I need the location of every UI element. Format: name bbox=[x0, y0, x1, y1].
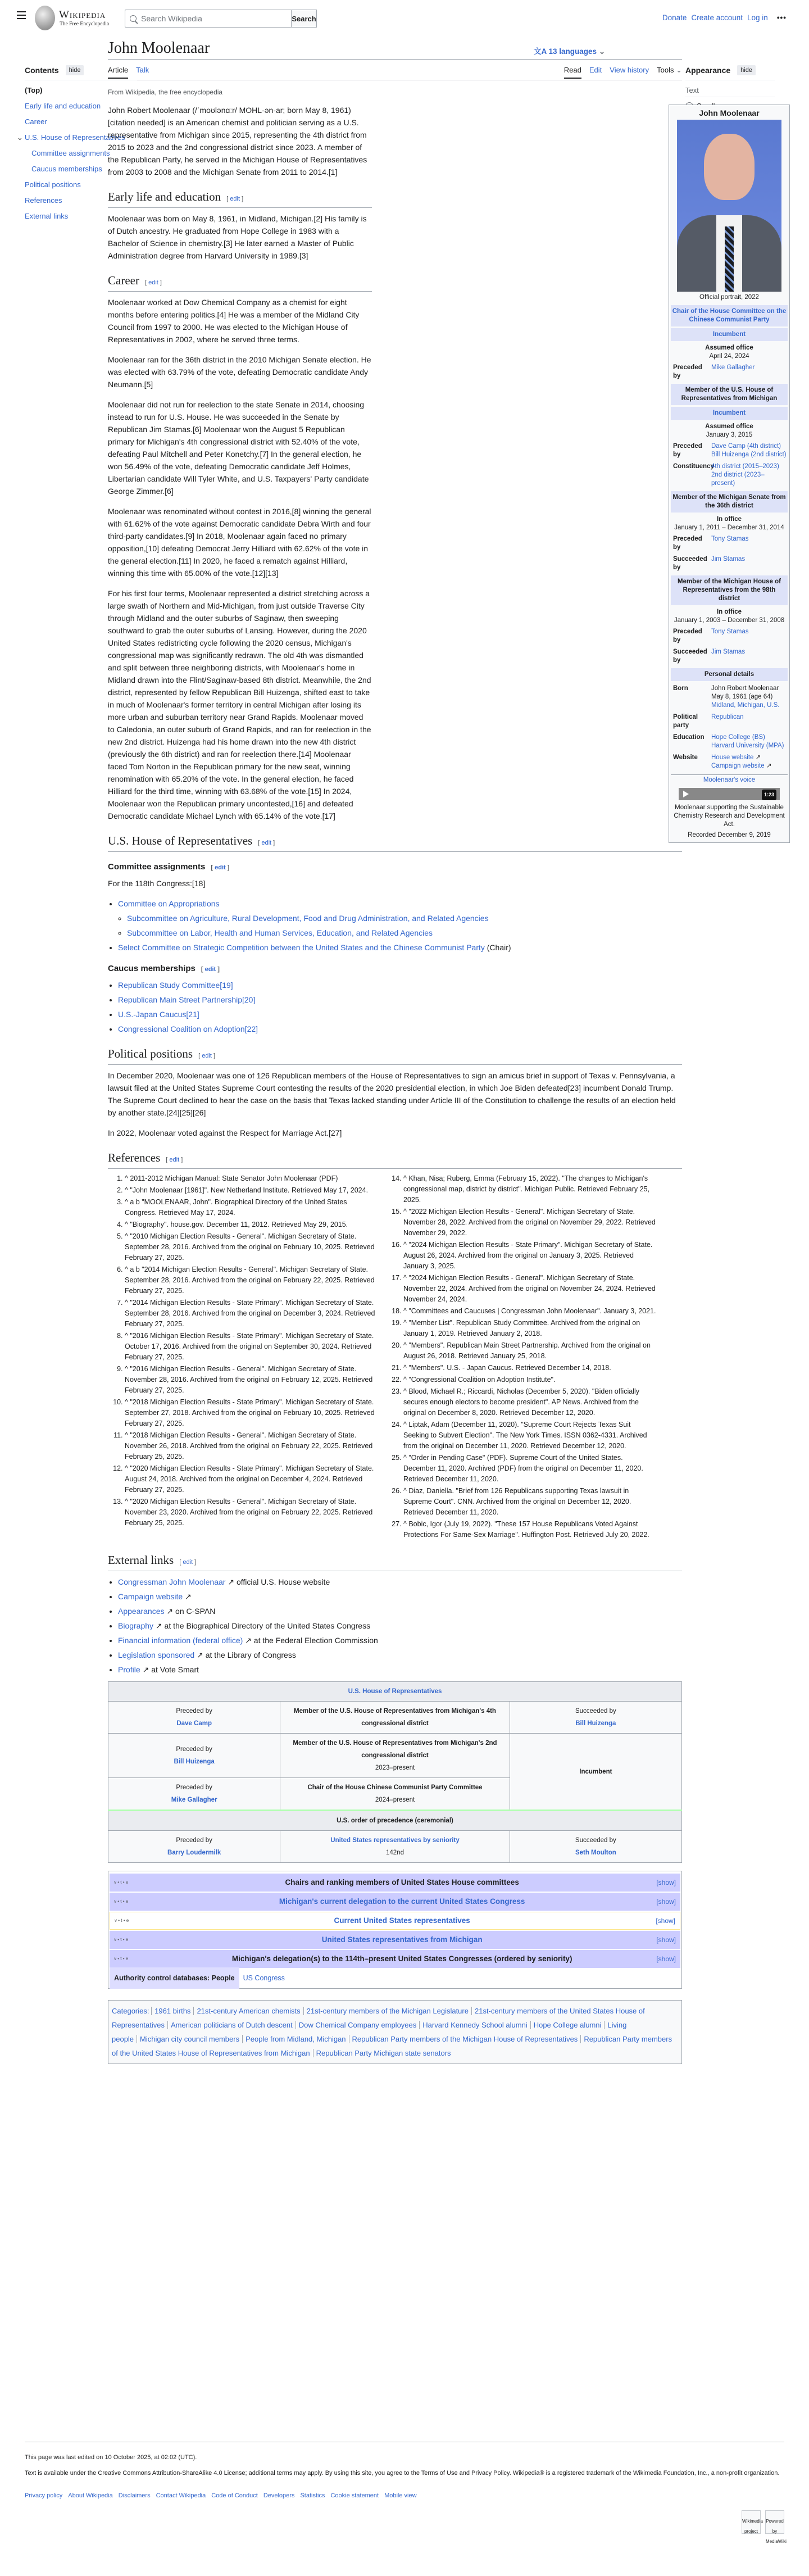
external-link-item: • Congressman John Moolenaar ↗ official U.S. House website bbox=[118, 1576, 682, 1588]
portrait-image[interactable] bbox=[677, 120, 781, 292]
field-label: Preceded by bbox=[673, 536, 702, 551]
section-heading-political: Political positions [ edit ] bbox=[108, 1047, 682, 1065]
footer-link[interactable]: Cookie statement bbox=[330, 2492, 379, 2499]
show-toggle[interactable]: [show] bbox=[656, 1936, 676, 1944]
toc-item-external-links[interactable]: External links bbox=[25, 212, 69, 220]
references-list bbox=[108, 1173, 682, 1541]
preceded-by-link[interactable]: Dave Camp bbox=[176, 1720, 212, 1727]
paragraph: For his first four terms, Moolenaar represented a district stretching across a large swath of Northern and Mid-Michigan, from just outside Traverse City through Midland and the outer suburbs of Saginaw, then sweeping southward to grab the outer suburbs of Lansing. However, during the 2020 United States redistricting cycle following the 2020 census, Michigan's congressional map was significantly redrawn. The old 4th was dismantled and split between three neighboring districts, with Moolenaar's home in Midland drawn into the Flint/Saginaw-based 8th district. Meanwhile, the 2nd district, represented by fellow Republican Bill Huizenga, shifted east to take in much of Moolenaar's former territory in central Michigan after losing its more urban and suburban territory near Grand Rapids. Moolenaar moved to Caledonia, an outer suburb of Grand Rapids, and ran for reelection in the new 2nd district. Huizenga had his home drawn into the new 4th district (previously the 6th district) and ran for reelection there.[14] Moolenaar faced Tom Norton in the Republican primary for the new seat, winning renomination with 65.20% of the vote. In the general election, he faced Hilliard for the third time, winning with 63.68% of the vote.[15] In 2024, Moolenaar won the Republican primary uncontested,[16] and defeated Democratic candidate Michael Lynch with 65.14% of the vote.[17] bbox=[108, 589, 371, 820]
field-label: Preceded by bbox=[673, 628, 702, 643]
portrait-caption: Official portrait, 2022 bbox=[699, 294, 759, 301]
show-toggle[interactable]: [show] bbox=[656, 1955, 676, 1963]
category-link[interactable]: Hope College alumni bbox=[533, 2021, 602, 2029]
office-title[interactable]: Member of the U.S. House of Representatives from Michigan's 4th congressional district bbox=[280, 1702, 510, 1734]
external-link-item: • Appearances ↗ on C-SPAN bbox=[118, 1605, 682, 1617]
translate-icon: 文A bbox=[534, 47, 549, 56]
preceded-by-link[interactable]: Mike Gallagher bbox=[171, 1797, 217, 1803]
subsection-heading-committees: Committee assignments [ edit ] bbox=[108, 862, 230, 872]
external-link-item: • Biography ↗ at the Biographical Directory of the United States Congress bbox=[118, 1620, 682, 1632]
chair-note: (Chair) bbox=[487, 943, 511, 952]
reference-item: 14. ^ Khan, Nisa; Ruberg, Emma (February 15, 2022). "The changes to Michigan's congressional map, district by district". Michigan Public. Retrieved February 25, 2025. bbox=[403, 1173, 656, 1205]
field-label: Succeeded by bbox=[673, 556, 707, 571]
preceded-by-link[interactable]: Barry Loudermilk bbox=[167, 1849, 221, 1856]
edit-section-link[interactable]: [ edit ] bbox=[179, 1559, 197, 1566]
language-selector[interactable] bbox=[534, 45, 605, 56]
wikimedia-badge[interactable]: Wikimedia project bbox=[742, 2510, 761, 2534]
wikipedia-logo-icon[interactable] bbox=[35, 6, 55, 30]
subcommittee-link[interactable]: Subcommittee on Agriculture, Rural Development, Food and Drug Administration, and Related Agencies bbox=[127, 914, 489, 923]
external-link-icon: ↗ bbox=[183, 1592, 192, 1601]
preceded-by-link[interactable]: Bill Huizenga (2nd district) bbox=[711, 451, 787, 458]
committee-link[interactable]: Committee on Appropriations bbox=[118, 899, 220, 908]
toc-item-committee-assignments[interactable]: Committee assignments bbox=[31, 149, 110, 157]
mediawiki-badge[interactable]: Powered by MediaWiki bbox=[765, 2510, 784, 2534]
subcommittee-link[interactable]: Subcommittee on Labor, Health and Human Services, Education, and Related Agencies bbox=[127, 928, 433, 937]
external-link-icon: ↗ bbox=[153, 1621, 162, 1630]
external-link-item bbox=[118, 1590, 682, 1603]
infobox-name: John Moolenaar bbox=[699, 108, 760, 117]
toc-item-references[interactable]: References bbox=[25, 196, 62, 205]
audio-recorded: Recorded December 9, 2019 bbox=[688, 832, 771, 838]
reference-item: 2. ^ "John Moolenaar [1961]". New Netherland Institute. Retrieved May 17, 2024. bbox=[125, 1185, 378, 1196]
category-link[interactable]: Dow Chemical Company employees bbox=[298, 2021, 417, 2029]
field-label: Political party bbox=[673, 714, 698, 729]
succession-header-link[interactable]: U.S. House of Representatives bbox=[348, 1688, 442, 1695]
reference-item: 16. ^ "2024 Michigan Election Results - State Primary". Michigan Secretary of State. August 26, 2024. Archived from the original on January 3, 2025. Retrieved January 3, 2025. bbox=[403, 1240, 656, 1272]
field-label: Born bbox=[673, 685, 688, 692]
succeeded-by-link[interactable]: Bill Huizenga bbox=[575, 1720, 616, 1727]
external-link-icon: ↗ bbox=[140, 1665, 149, 1674]
reference-item: 1. ^ 2011-2012 Michigan Manual: State Senator John Moolenaar (PDF) bbox=[125, 1173, 378, 1184]
reference-item: 9. ^ "2016 Michigan Election Results - General". Michigan Secretary of State. November 28, 2016. Archived from the original on February 12, 2025. Retrieved February 27, 2025. bbox=[125, 1364, 378, 1396]
incumbent-badge[interactable]: Incumbent bbox=[671, 407, 788, 420]
toc-title: Contents bbox=[25, 66, 59, 75]
succeeded-by-link[interactable]: Jim Stamas bbox=[711, 648, 746, 655]
succeeded-by-link[interactable]: Seth Moulton bbox=[575, 1849, 616, 1856]
navboxes bbox=[108, 1871, 682, 1989]
personal-tools bbox=[662, 13, 787, 22]
office-header[interactable]: Chair of the House Committee on the Chinese Communist Party bbox=[671, 305, 788, 326]
appearance-title: Appearance bbox=[685, 66, 731, 75]
footer-link[interactable]: Disclaimers bbox=[118, 2492, 151, 2499]
committee-list bbox=[118, 897, 682, 954]
paragraph: Moolenaar worked at Dow Chemical Company as a chemist for eight months before entering politics.[4] He was a member of the Midland City Council from 1997 to 2000. He was elected to the Michigan House of Representatives in 2002, where he served three terms. bbox=[108, 298, 360, 344]
incumbent-badge[interactable]: Incumbent bbox=[671, 328, 788, 341]
tab-view-history[interactable]: View history bbox=[610, 66, 649, 74]
field-value: January 1, 2003 – December 31, 2008 bbox=[674, 617, 785, 624]
preceded-by-link[interactable]: Bill Huizenga bbox=[174, 1758, 215, 1765]
edit-section-link[interactable]: [ edit ] bbox=[166, 1157, 183, 1163]
tagline: The Free Encyclopedia bbox=[60, 21, 110, 27]
personal-details-header: Personal details bbox=[671, 668, 788, 681]
vte-links[interactable]: v • t • e bbox=[115, 1918, 129, 1923]
field-label: Succeeded by bbox=[673, 648, 707, 664]
search-icon bbox=[130, 15, 137, 22]
reference-item: 3. ^ a b "MOOLENAAR, John". Biographical Directory of the United States Congress. Retrieved May 17, 2024. bbox=[125, 1197, 378, 1218]
reference-item: 18. ^ "Committees and Caucuses | Congressman John Moolenaar". January 3, 2021. bbox=[403, 1306, 656, 1317]
section-heading-career: Career [ edit ] bbox=[108, 274, 372, 292]
field-label: Website bbox=[673, 754, 698, 761]
chevron-down-icon[interactable]: ⌄ bbox=[17, 133, 23, 142]
committee-intro: For the 118th Congress:[18] bbox=[108, 879, 206, 888]
page-title: John Moolenaar bbox=[108, 39, 210, 57]
succession-box: U.S. House of Representatives Preceded by Dave Camp Member of the U.S. House of Representatives from Michigan's 4th congressional district Succeeded by Bill Huizenga Preceded by Bill Huizenga Member of the U.S. House of Representatives from Michigan's 2nd congressional district 2023–present Incumbent Preceded by Mike Gallagher Chair of the House Chinese Communist Party Committee 2024–present U.S. order of precedence (ceremonial) Preceded by Barry Loudermilk United States representatives by seniority 142nd Succeeded by Seth Moulton bbox=[108, 1681, 682, 1863]
birthplace-link[interactable]: Midland, Michigan, U.S. bbox=[711, 702, 780, 709]
navbox-michigan-reps: v • t • e United States representatives from Michigan [show] bbox=[110, 1931, 680, 1949]
external-link-item: • Financial information (federal office) ↗ at the Federal Election Commission bbox=[118, 1634, 682, 1647]
birth-name: John Robert Moolenaar bbox=[711, 685, 779, 692]
authority-label[interactable]: Authority control databases: People bbox=[110, 1967, 239, 1989]
category-link[interactable]: American politicians of Dutch descent bbox=[170, 2021, 293, 2029]
footer-link[interactable]: Mobile view bbox=[384, 2492, 417, 2499]
preceded-by-link[interactable]: Tony Stamas bbox=[711, 536, 749, 542]
category-link[interactable]: Michigan city council members bbox=[140, 2035, 240, 2043]
external-link-icon: ↗ bbox=[755, 754, 761, 761]
search-placeholder: Search Wikipedia bbox=[141, 14, 202, 23]
preceded-by-link[interactable]: Tony Stamas bbox=[711, 628, 749, 635]
wordmark[interactable]: Wikipedia bbox=[59, 9, 106, 21]
field-label: Preceded by bbox=[673, 443, 702, 458]
external-link[interactable]: Legislation sponsored bbox=[118, 1650, 195, 1659]
education-link[interactable]: Harvard University (MPA) bbox=[711, 742, 784, 749]
footer-link[interactable]: Statistics bbox=[300, 2492, 325, 2499]
login-link[interactable]: Log in bbox=[747, 13, 768, 22]
reference-item: 20. ^ "Members". Republican Main Street Partnership. Archived from the original on August 26, 2018. Retrieved January 25, 2018. bbox=[403, 1340, 656, 1362]
reference-item: 8. ^ "2016 Michigan Election Results - State Primary". Michigan Secretary of State. October 17, 2016. Archived from the original on September 30, 2024. Retrieved February 27, 2025. bbox=[125, 1331, 378, 1363]
reference-item: 12. ^ "2020 Michigan Election Results - State Primary". Michigan Secretary of State. August 24, 2018. Archived from the original on December 4, 2024. Retrieved February 27, 2025. bbox=[125, 1463, 378, 1495]
edit-section-link[interactable]: [ edit ] bbox=[201, 966, 220, 973]
language-count: 13 languages bbox=[548, 47, 597, 56]
footer-link[interactable]: About Wikipedia bbox=[68, 2492, 113, 2499]
field-label: In office bbox=[716, 609, 742, 615]
external-link[interactable]: Appearances bbox=[118, 1607, 165, 1616]
field-value: April 24, 2024 bbox=[709, 353, 749, 360]
chevron-down-icon: ⌄ bbox=[598, 47, 606, 56]
paragraph: Moolenaar ran for the 36th district in the 2010 Michigan Senate election. He was elected with 63.79% of the vote, defeating Democratic candidate Andy Neumann.[5] bbox=[108, 355, 371, 389]
reference-item: 21. ^ "Members". U.S. - Japan Caucus. Retrieved December 14, 2018. bbox=[403, 1363, 656, 1373]
footer-link[interactable]: Privacy policy bbox=[25, 2492, 63, 2499]
toc-item-us-house[interactable]: ⌄ U.S. House of Representatives bbox=[17, 133, 125, 142]
navbox-chairs: v • t • e Chairs and ranking members of United States House committees [show] bbox=[110, 1874, 680, 1892]
caucus-list bbox=[118, 979, 682, 1035]
seniority-link[interactable]: United States representatives by seniority bbox=[330, 1837, 460, 1844]
reference-item: 17. ^ "2024 Michigan Election Results - General". Michigan Secretary of State. November 22, 2024. Archived from the original on November 24, 2024. Retrieved November 24, 2024. bbox=[403, 1273, 656, 1305]
office-header[interactable]: Member of the U.S. House of Representatives from Michigan bbox=[671, 384, 788, 405]
toc-item-career[interactable]: Career bbox=[25, 117, 47, 126]
voice-link[interactable]: Moolenaar's voice bbox=[703, 777, 756, 783]
reference-item: 25. ^ "Order in Pending Case" (PDF). Supreme Court of the United States. December 11, 2020. Archived (PDF) from the original on December 11, 2020. Retrieved December 11, 2020. bbox=[403, 1453, 656, 1485]
authority-control bbox=[110, 1969, 680, 1987]
audio-player[interactable] bbox=[679, 788, 780, 800]
toc-item-top[interactable]: (Top) bbox=[25, 86, 43, 94]
show-toggle[interactable]: [show] bbox=[656, 1879, 676, 1886]
reference-item: 27. ^ Bobic, Igor (July 19, 2022). "These 157 House Republicans Voted Against Protections For Same-Sex Marriage". Huffington Post. Retrieved July 20, 2022. bbox=[403, 1519, 656, 1540]
external-link-icon: ↗ bbox=[194, 1650, 203, 1659]
preceded-by-link[interactable]: Mike Gallagher bbox=[711, 364, 755, 371]
field-label: Constituency bbox=[673, 463, 714, 470]
field-label: Assumed office bbox=[705, 423, 753, 430]
vte-links[interactable]: v • t • e bbox=[114, 1956, 129, 1961]
reference-item: 23. ^ Blood, Michael R.; Riccardi, Nicholas (December 5, 2020). "Biden officially secures enough electors to become president". AP News. Archived from the original on December 8, 2020. Retrieved December 12, 2020. bbox=[403, 1386, 656, 1418]
page-footer bbox=[25, 2442, 787, 2544]
preceded-by-link[interactable]: Dave Camp (4th district) bbox=[711, 443, 781, 450]
site-header bbox=[0, 0, 809, 34]
committee-link[interactable]: Select Committee on Strategic Competition between the United States and the Chinese Communist Party bbox=[118, 943, 485, 952]
footer-links bbox=[25, 2491, 784, 2501]
reference-item: 6. ^ a b "2014 Michigan Election Results - General". Michigan Secretary of State. September 28, 2016. Archived from the original on February 22, 2025. Retrieved February 27, 2025. bbox=[125, 1264, 378, 1296]
external-link[interactable]: Profile bbox=[118, 1665, 140, 1674]
edit-section-link[interactable]: [ edit ] bbox=[144, 279, 162, 286]
reference-item: 13. ^ "2020 Michigan Election Results - General". Michigan Secretary of State. November 23, 2020. Archived from the original on February 22, 2025. Retrieved February 25, 2025. bbox=[125, 1496, 378, 1529]
infobox bbox=[669, 105, 790, 843]
field-label: Assumed office bbox=[705, 344, 753, 351]
external-link-icon: ↗ bbox=[164, 1607, 174, 1616]
title-divider bbox=[108, 59, 682, 60]
section-heading-early-life: Early life and education [ edit ] bbox=[108, 191, 372, 208]
constituency-link[interactable]: 4th district (2015–2023) bbox=[711, 463, 779, 470]
tab-article[interactable]: Article bbox=[108, 66, 128, 79]
external-link-item: • Legislation sponsored ↗ at the Library of Congress bbox=[118, 1649, 682, 1661]
navbox-current-reps: v • t • e Current United States representatives [show] bbox=[110, 1912, 680, 1930]
reference-item: 4. ^ "Biography". house.gov. December 11, 2012. Retrieved May 29, 2015. bbox=[125, 1219, 378, 1230]
constituency-link[interactable]: 2nd district (2023–present) bbox=[711, 471, 765, 487]
external-link[interactable]: Biography bbox=[118, 1621, 154, 1630]
site-sub: From Wikipedia, the free encyclopedia bbox=[108, 88, 223, 96]
show-toggle[interactable]: [show] bbox=[656, 1898, 676, 1906]
order-header[interactable]: U.S. order of precedence (ceremonial) bbox=[108, 1811, 682, 1831]
incumbent-label: Incumbent bbox=[510, 1734, 681, 1811]
office-header[interactable]: Member of the Michigan House of Representatives from the 98th district bbox=[671, 575, 788, 605]
reference-item: 26. ^ Diaz, Daniella. "Brief from 126 Republicans supporting Texas lawsuit in Supreme Court". CNN. Archived from the original on December 12, 2020. Retrieved December 11, 2020. bbox=[403, 1486, 656, 1518]
category-link[interactable]: Republican Party members of the Michigan House of Representatives bbox=[352, 2035, 578, 2043]
main-menu-icon[interactable] bbox=[17, 11, 26, 19]
audio-duration: 1:23 bbox=[762, 790, 776, 800]
show-toggle[interactable]: [show] bbox=[656, 1917, 675, 1925]
paragraph: In December 2020, Moolenaar was one of 126 Republican members of the House of Representatives to sign an amicus brief in support of Texas v. Pennsylvania, a lawsuit filed at the United States Supreme Court contesting the results of the 2020 presidential election, in which Joe Biden defeated[23] incumbent Donald Trump. The Supreme Court declined to hear the case on the basis that Texas lacked standing under Article III of the Constitution to challenge the results of an election held by another state.[24][25][26] bbox=[108, 1071, 676, 1117]
house-website-link[interactable]: House website bbox=[711, 754, 754, 761]
donate-link[interactable]: Donate bbox=[662, 13, 687, 22]
reference-item: 10. ^ "2018 Michigan Election Results - State Primary". Michigan Secretary of State. September 27, 2018. Archived from the original on February 10, 2025. Retrieved February 27, 2025. bbox=[125, 1397, 378, 1429]
category-link[interactable]: Republican Party Michigan state senators bbox=[316, 2049, 451, 2057]
office-header[interactable]: Member of the Michigan Senate from the 36th district bbox=[671, 491, 788, 513]
toc-item-caucus-memberships[interactable]: Caucus memberships bbox=[31, 165, 102, 173]
external-link-item: • Profile ↗ at Vote Smart bbox=[118, 1663, 682, 1676]
reference-item: 15. ^ "2022 Michigan Election Results - General". Michigan Secretary of State. November 28, 2022. Archived from the original on November 29, 2022. Retrieved November 29, 2022. bbox=[403, 1207, 656, 1239]
caucus-link[interactable]: Republican Study Committee[19] bbox=[118, 981, 233, 990]
category-link[interactable]: Republican Party members of the United States House of Representatives from Michigan bbox=[112, 2035, 672, 2057]
last-edited: This page was last edited on 10 October 2025, at 02:02 (UTC). bbox=[25, 2454, 197, 2461]
lead-paragraph: John Robert Moolenaar (/ˈmoʊlənɑːr/ MOHL-ən-ar; born May 8, 1961) [citation needed] is an American chemist and politician serving as a U.S. representative from Michigan since 2015, representing the 4th district from 2015 to 2023 and the 2nd congressional district since 2023. A member of the Republican Party, he served in the Michigan House of Representatives from 2003 to 2008 and the Michigan Senate from 2011 to 2014.[1] bbox=[108, 106, 367, 176]
reference-item: 11. ^ "2018 Michigan Election Results - General". Michigan Secretary of State. November 26, 2018. Archived from the original on February 22, 2025. Retrieved February 25, 2025. bbox=[125, 1430, 378, 1462]
field-label: In office bbox=[716, 516, 742, 523]
external-link-icon: ↗ bbox=[225, 1577, 235, 1586]
edit-section-link[interactable]: [ edit ] bbox=[211, 864, 230, 871]
category-link[interactable]: 1961 births bbox=[154, 2007, 191, 2015]
categories-box bbox=[108, 2000, 682, 2064]
category-link[interactable]: 21st-century members of the Michigan Legislature bbox=[306, 2007, 469, 2015]
category-link[interactable]: 21st-century members of the United States House of Representatives bbox=[112, 2007, 645, 2029]
reference-item: 7. ^ "2014 Michigan Election Results - State Primary". Michigan Secretary of State. September 28, 2016. Archived from the original on December 3, 2024. Retrieved February 27, 2025. bbox=[125, 1298, 378, 1330]
caucus-link[interactable]: Congressional Coalition on Adoption[22] bbox=[118, 1024, 258, 1033]
footer-link[interactable]: Code of Conduct bbox=[211, 2492, 258, 2499]
field-label: Education bbox=[673, 734, 705, 741]
category-link[interactable]: Harvard Kennedy School alumni bbox=[422, 2021, 528, 2029]
external-link[interactable]: Congressman John Moolenaar bbox=[118, 1577, 226, 1586]
paragraph: Moolenaar did not run for reelection to the state Senate in 2014, choosing instead to run for U.S. House. He was succeeded in the Senate by Republican Jim Stamas.[6] Moolenaar won the August 5 Republican primary for Michigan's 4th congressional district with 52.40% of the vote, defeating Paul Mitchell and Peter Konetchy.[7] In the general election, he won 56.49% of the vote, defeating Democratic candidate Jeff Holmes, Libertarian candidate Will Tyler White, and U.S. Taxpayers' Party candidate George Zimmer.[6] bbox=[108, 400, 369, 496]
play-icon[interactable] bbox=[683, 791, 689, 797]
reference-item: 19. ^ "Member List". Republican Study Committee. Archived from the original on January 1, 2019. Retrieved January 2, 2018. bbox=[403, 1318, 656, 1339]
appearance-hide-button[interactable]: hide bbox=[737, 65, 756, 75]
audio-caption: Moolenaar supporting the Sustainable Chemistry Research and Development Act. bbox=[674, 804, 785, 828]
edit-section-link[interactable]: [ edit ] bbox=[198, 1053, 216, 1059]
paragraph: Moolenaar was born on May 8, 1961, in Midland, Michigan.[2] His family is of Dutch ancestry. He graduated from Hope College in 1983 with a Bachelor of Science in chemistry.[3] He later earned a Master of Public Administration degree from Harvard University in 1989.[3] bbox=[108, 214, 367, 260]
toc-hide-button[interactable]: hide bbox=[66, 65, 84, 75]
category-link[interactable]: 21st-century American chemists bbox=[197, 2007, 301, 2015]
external-link-icon: ↗ bbox=[766, 763, 772, 769]
external-link[interactable]: Financial information (federal office) bbox=[118, 1636, 243, 1645]
field-label: Preceded by bbox=[673, 364, 702, 379]
section-heading-us-house: U.S. House of Representatives [ edit ] bbox=[108, 835, 682, 852]
education-link[interactable]: Hope College (BS) bbox=[711, 734, 765, 741]
caucus-link[interactable]: U.S.-Japan Caucus[21] bbox=[118, 1010, 199, 1019]
vte-links[interactable]: v • t • e bbox=[114, 1937, 129, 1942]
search-button[interactable]: Search bbox=[291, 10, 317, 28]
external-link[interactable]: Campaign website bbox=[118, 1592, 183, 1601]
birth-date: May 8, 1961 (age 64) bbox=[711, 693, 773, 700]
office-title[interactable]: Member of the U.S. House of Representatives from Michigan's 2nd congressional district bbox=[293, 1740, 497, 1759]
campaign-website-link[interactable]: Campaign website bbox=[711, 763, 765, 769]
page-tabs bbox=[108, 66, 682, 80]
section-heading-external-links: External links [ edit ] bbox=[108, 1554, 682, 1571]
vte-links[interactable]: v • t • e bbox=[114, 1899, 129, 1904]
tab-edit[interactable]: Edit bbox=[589, 66, 602, 74]
reference-item: 5. ^ "2010 Michigan Election Results - General". Michigan Secretary of State. September 28, 2016. Archived from the original on February 10, 2025. Retrieved February 27, 2025. bbox=[125, 1231, 378, 1263]
footer-link[interactable]: Developers bbox=[263, 2492, 295, 2499]
paragraph: Moolenaar was renominated without contest in 2016,[8] winning the general with 61.62% of the vote against Democratic candidate Debra Wirth and four third-party candidates.[9] In 2018, Moolenaar again faced no primary opposition,[10] defeating Democrat Jerry Hilliard with 62.62% of the vote in the general election.[11] In 2020, he faced a rematch against Hilliard, winning this time with 65.00% of the vote.[12][13] bbox=[108, 507, 371, 578]
us-congress-link[interactable]: US Congress bbox=[243, 1974, 285, 1982]
office-title[interactable]: Chair of the House Chinese Communist Party Committee bbox=[307, 1784, 483, 1791]
field-value: January 3, 2015 bbox=[706, 432, 753, 438]
paragraph: In 2022, Moolenaar voted against the Respect for Marriage Act.[27] bbox=[108, 1128, 342, 1137]
more-options-icon[interactable]: ••• bbox=[776, 13, 787, 22]
tab-tools[interactable]: Tools ⌄ bbox=[657, 66, 682, 74]
vte-links[interactable]: v • t • e bbox=[114, 1880, 129, 1885]
field-value: January 1, 2011 – December 31, 2014 bbox=[674, 524, 784, 531]
external-link-icon: ↗ bbox=[243, 1636, 252, 1645]
create-account-link[interactable]: Create account bbox=[691, 13, 743, 22]
edit-section-link[interactable]: [ edit ] bbox=[258, 840, 275, 846]
tab-talk[interactable]: Talk bbox=[136, 66, 149, 74]
navbox-seniority: v • t • e Michigan's delegation(s) to the 114th–present United States Congresses (ordered by seniority) [show] bbox=[110, 1950, 680, 1968]
category-link[interactable]: People from Midland, Michigan bbox=[246, 2035, 346, 2043]
navbox-delegation: v • t • e Michigan's current delegation to the current United States Congress [show] bbox=[110, 1893, 680, 1911]
caucus-link[interactable]: Republican Main Street Partnership[20] bbox=[118, 995, 256, 1004]
reference-item: 22. ^ "Congressional Coalition on Adoption Institute". bbox=[403, 1375, 656, 1385]
reference-item: 24. ^ Liptak, Adam (December 11, 2020). "Supreme Court Rejects Texas Suit Seeking to Subvert Election". The New York Times. ISSN 0362-4331. Archived from the original on December 11, 2020. Retrieved December 12, 2020. bbox=[403, 1419, 656, 1452]
party-link[interactable]: Republican bbox=[711, 714, 744, 720]
external-links-list bbox=[118, 1576, 682, 1676]
toc-item-political-positions[interactable]: Political positions bbox=[25, 180, 81, 189]
search-input[interactable] bbox=[125, 10, 291, 28]
edit-section-link[interactable]: [ edit ] bbox=[226, 196, 244, 202]
toc-item-early-life[interactable]: Early life and education bbox=[25, 102, 101, 110]
chevron-down-icon: ⌄ bbox=[676, 66, 682, 74]
category-link[interactable]: Living people bbox=[112, 2021, 627, 2043]
subsection-heading-caucus: Caucus memberships [ edit ] bbox=[108, 964, 220, 973]
group-label: Text bbox=[685, 86, 775, 97]
categories-label[interactable]: Categories: bbox=[112, 2007, 149, 2015]
tab-read[interactable]: Read bbox=[564, 66, 581, 79]
succeeded-by-link[interactable]: Jim Stamas bbox=[711, 556, 746, 563]
license-text: Text is available under the Creative Commons Attribution-ShareAlike 4.0 License; additional terms may apply. By using this site, you agree to the Terms of Use and Privacy Policy. Wikipedia® is a registered trademark of the Wikimedia Foundation, Inc., a non-profit organization. bbox=[25, 2470, 780, 2477]
footer-link[interactable]: Contact Wikipedia bbox=[156, 2492, 206, 2499]
section-heading-references: References [ edit ] bbox=[108, 1151, 682, 1169]
